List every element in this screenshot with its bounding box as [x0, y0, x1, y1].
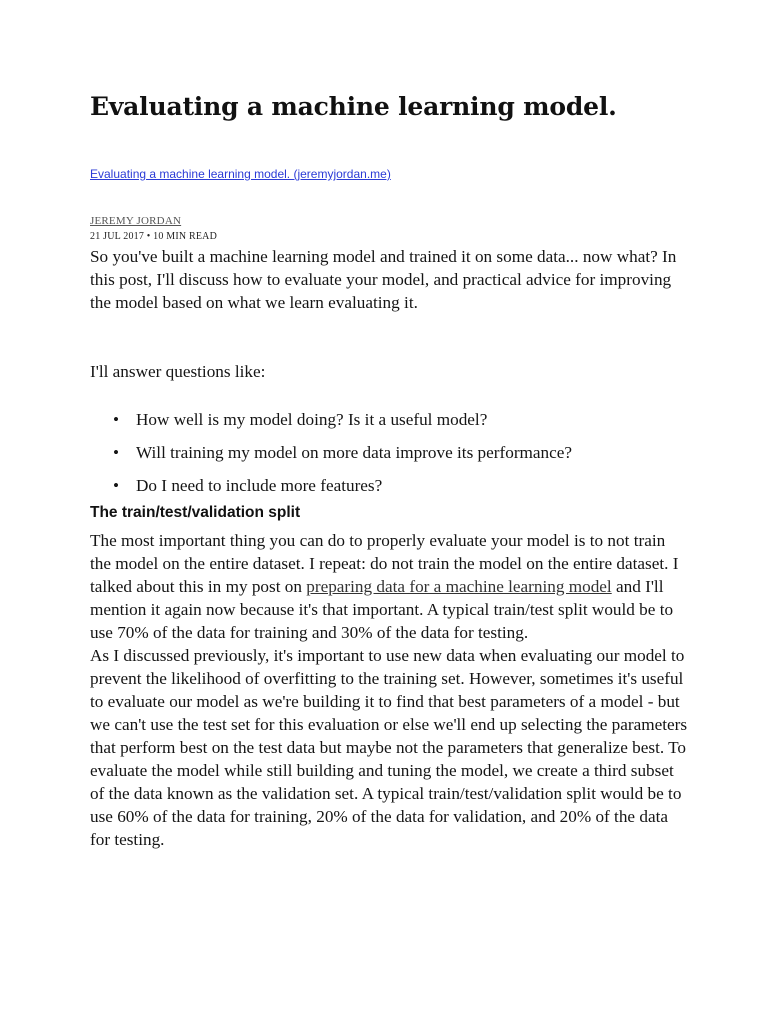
- split-section-body: [90, 529, 690, 851]
- questions-list: [90, 408, 690, 507]
- list-item: • Do I need to include more features?: [90, 474, 690, 507]
- article-title: Evaluating a machine learning model.: [90, 92, 617, 121]
- list-item: • Will training my model on more data improve its performance?: [90, 441, 690, 474]
- split-paragraph-1: [90, 529, 690, 644]
- list-item: • How well is my model doing? Is it a useful model?: [90, 408, 690, 441]
- split-paragraph-1-text: The most important thing you can do to properly evaluate your model is to not train the model on the entire dataset. I repeat: do not train the model on the entire dataset. I talked about this in my post on: [90, 531, 679, 596]
- split-paragraph-1-text-end: and I'll mention it again now because it's that important. A typical train/test split would be to use 70% of the data for training and 30% of the data for testing.: [90, 577, 674, 642]
- source-link[interactable]: Evaluating a machine learning model. (jeremyjordan.me): [90, 167, 391, 181]
- questions-intro: I'll answer questions like:: [90, 362, 266, 381]
- split-paragraph-2: As I discussed previously, it's important to use new data when evaluating our model to prevent the likelihood of overfitting to the training set. However, sometimes it's useful to evaluate our model as we're building it to find that best parameters of a model - but we can't use the test set for this evaluation or else we'll end up selecting the parameters that perform best on the test data but maybe not the parameters that generalize best. To evaluate the model while still building and tuning the model, we create a third subset of the data known as the validation set. A typical train/test/validation split would be to use 60% of the data for training, 20% of the data for validation, and 20% of the data for testing.: [90, 646, 688, 849]
- article-meta: 21 JUL 2017 • 10 MIN READ: [90, 231, 218, 242]
- intro-paragraph: So you've built a machine learning model and trained it on some data... now what? In this post, I'll discuss how to evaluate your model, and practical advice for improving the model based on what we learn evaluating it.: [90, 247, 677, 312]
- preparing-data-link[interactable]: preparing data for a machine learning model: [306, 577, 612, 596]
- author-link[interactable]: JEREMY JORDAN: [90, 215, 182, 227]
- section-heading: The train/test/validation split: [90, 504, 301, 521]
